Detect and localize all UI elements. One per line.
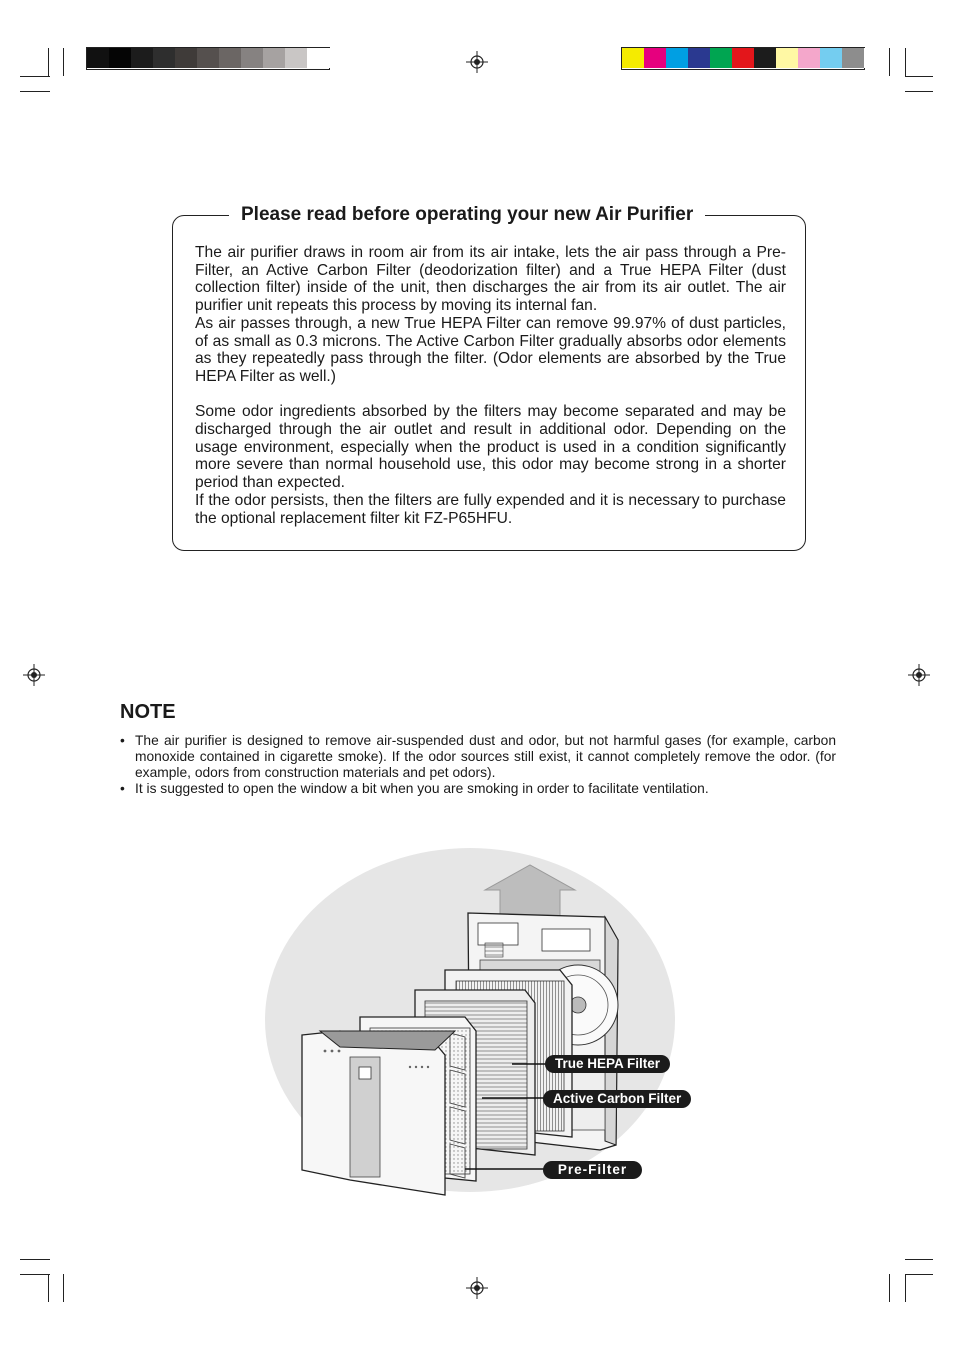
color-swatch [109,48,132,68]
color-swatch [219,48,242,68]
color-swatch [820,48,843,68]
color-swatch [307,48,330,68]
color-swatch [285,48,308,68]
note-item [120,781,836,797]
color-swatch [175,48,198,68]
bullet: • [120,733,125,748]
registration-mark-top-icon [466,51,488,73]
color-swatch [732,48,755,68]
color-swatch [754,48,777,68]
carbon-filter-label: Active Carbon Filter [543,1090,691,1108]
color-swatch [776,48,799,68]
notice-paragraph: Some odor ingredients absorbed by the filters may become separated and may be discharged through the air outlet and result in additional odor. Depending on the usage environment, especially when the product is used in a condition significantly more severe than normal household use, this odor may become strong in a shorter period than expected. [195,403,786,492]
color-swatch [798,48,821,68]
bullet: • [120,781,125,796]
color-swatch [131,48,154,68]
notice-title: Please read before operating your new Air Purifier [229,202,705,228]
color-swatch [644,48,667,68]
air-purifier-filter-diagram [260,845,730,1200]
registration-mark-left-icon [23,664,45,686]
color-swatch [263,48,286,68]
registration-mark-bottom-icon [466,1277,488,1299]
notice-paragraph: The air purifier draws in room air from its air intake, lets the air pass through a Pre-Filter, an Active Carbon Filter (deodorization filter) and a True HEPA Filter (dust collection filter) inside of the unit, then discharges the air from its air outlet. The air purifier unit repeats this process by moving its internal fan. [195,244,786,315]
notice-paragraph: If the odor persists, then the filters are fully expended and it is necessary to purchase the optional replacement filter kit FZ-P65HFU. [195,491,786,527]
color-swatch [197,48,220,68]
color-swatch [688,48,711,68]
notice-body [195,244,786,527]
note-item-text: The air purifier is designed to remove air-suspended dust and odor, but not harmful gases (for example, carbon monoxide contained in cigarette smoke). If the odor sources still exist, it cannot completely remove the odor. (for example, odors from construction materials and pet odors). [135,733,836,780]
note-heading: NOTE [120,701,176,723]
color-swatch [622,48,645,68]
color-swatch [666,48,689,68]
color-swatch [241,48,264,68]
note-item [120,733,836,781]
notice-paragraph: As air passes through, a new True HEPA Filter can remove 99.97% of dust particles, of as small as 0.3 microns. The Active Carbon Filter gradually absorbs odor elements as they repeatedly pass through the filter. (Odor elements are absorbed by the True HEPA Filter as well.) [195,314,786,385]
color-swatch [710,48,733,68]
color-swatch [842,48,865,68]
front-panel [302,1031,455,1195]
color-swatch [153,48,176,68]
prefilter-label: Pre-Filter [543,1161,642,1179]
color-swatch [87,48,110,68]
hepa-filter-label: True HEPA Filter [545,1055,670,1073]
note-list [120,733,836,797]
note-item-text: It is suggested to open the window a bit when you are smoking in order to facilitate ventilation. [135,781,709,796]
registration-mark-right-icon [908,664,930,686]
